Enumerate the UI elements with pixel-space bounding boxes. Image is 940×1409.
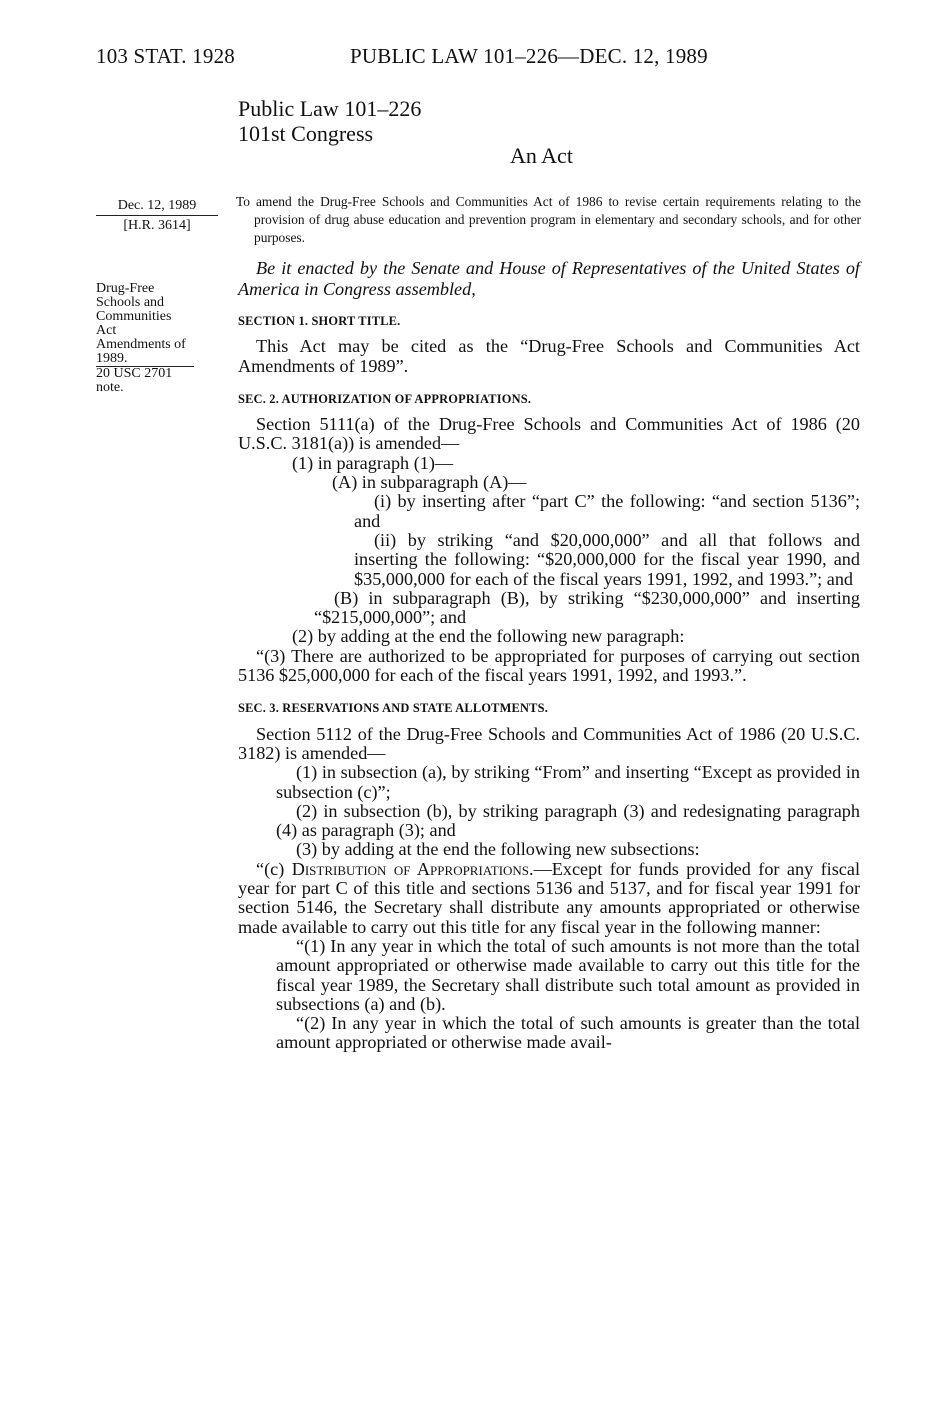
- section-3-para-2: (2) in subsection (b), by striking paragraph (3) and redesignating paragraph (4) as paragraph (3); and: [276, 800, 860, 841]
- margin-note-line: Schools and: [96, 295, 165, 310]
- section-2-subpara-B: (B) in subparagraph (B), by striking “$230,000,000” and inserting “$215,000,000”; and: [314, 587, 860, 628]
- law-number: Public Law 101–226: [238, 96, 422, 121]
- congress-number: 101st Congress: [238, 121, 374, 146]
- section-2-clause-i: (i) by inserting after “part C” the following: “and section 5136”; and: [354, 491, 860, 531]
- enacting-clause: Be it enacted by the Senate and House of Representatives of the United States of America in Congress assembled,: [238, 258, 860, 299]
- subsection-c-para-2: “(2) In any year in which the total of such amounts is greater than the total amount appropriated or otherwise made avail-: [276, 1013, 860, 1053]
- section-2-clause-ii: (ii) by striking “and $20,000,000” and all that follows and inserting the following: “$20,000,000 for the fiscal year 1990, and $35,000,000 for each of the fiscal years 1991, 1992, and 1993.”; and: [354, 529, 860, 589]
- purpose-text: To amend the Drug-Free Schools and Communities Act of 1986 to revise certain requirements relating to the provision of drug abuse education and prevention program in elementary and secondary schools, and for other purposes.: [236, 194, 861, 245]
- section-2-quoted-para-3: “(3) There are authorized to be appropriated for purposes of carrying out section 5136 $25,000,000 for each of the fiscal years 1991, 1992, and 1993.”.: [238, 645, 860, 686]
- section-1-heading: SECTION 1. SHORT TITLE.: [238, 314, 401, 328]
- section-3-para-1: (1) in subsection (a), by striking “From” and inserting “Except as provided in subsection (c)”;: [276, 762, 860, 802]
- margin-note-line: 1989.: [96, 352, 194, 367]
- subsection-c-para-1: “(1) In any year in which the total of such amounts is not more than the total amount appropriated or otherwise made available to carry out this title for the fiscal year 1989, the Secretary shall distribute such total amount as provided in subsections (a) and (b).: [276, 935, 860, 1014]
- margin-short-title-note: [96, 282, 220, 395]
- subsection-c-open: “(c): [256, 858, 292, 879]
- act-body: [238, 258, 860, 1053]
- section-2-subpara-A: (A) in subparagraph (A)—: [332, 472, 527, 493]
- margin-divider: [96, 215, 218, 216]
- act-heading: An Act: [510, 143, 573, 168]
- section-3-subsection-c: [238, 860, 860, 937]
- margin-note-line: Drug-Free: [96, 281, 155, 296]
- margin-usc-note: note.: [96, 380, 124, 395]
- page-stat-number: 103 STAT. 1928: [96, 44, 235, 68]
- section-3-para-3: (3) by adding at the end the following new subsections:: [296, 839, 700, 860]
- section-2-heading: SEC. 2. AUTHORIZATION OF APPROPRIATIONS.: [238, 391, 532, 406]
- margin-note-line: Communities: [96, 309, 172, 324]
- section-2-para-1: (1) in paragraph (1)—: [292, 452, 454, 473]
- margin-note-line: Amendments of: [96, 337, 186, 352]
- margin-usc-citation: 20 USC 2701: [96, 366, 173, 381]
- running-title: PUBLIC LAW 101–226—DEC. 12, 1989: [350, 44, 708, 68]
- subsection-c-text: .—Except for funds provided for any fiscal year for part C of this title and sections 5136 and 5137, and for fiscal year 1991 for section 5146, the Secretary shall distribute any amounts appropriated or otherwise made available to carry out this title for any fiscal year in the following manner:: [238, 858, 861, 937]
- margin-note-line: Act: [96, 323, 117, 338]
- section-3-heading: SEC. 3. RESERVATIONS AND STATE ALLOTMENTS.: [238, 701, 549, 716]
- margin-date: Dec. 12, 1989: [117, 198, 197, 213]
- section-1-text: This Act may be cited as the “Drug-Free Schools and Communities Act Amendments of 1989”.: [238, 336, 860, 376]
- purpose-block: [236, 193, 861, 247]
- margin-bill-number: [H.R. 3614]: [123, 218, 191, 233]
- section-2-para-2: (2) by adding at the end the following new paragraph:: [292, 626, 685, 647]
- section-3-intro: Section 5112 of the Drug-Free Schools and Communities Act of 1986 (20 U.S.C. 3182) is amended—: [238, 723, 860, 763]
- subsection-c-heading: Distribution of Appropriations: [291, 858, 530, 879]
- section-2-intro: Section 5111(a) of the Drug-Free Schools and Communities Act of 1986 (20 U.S.C. 3181(a)) is amended—: [238, 414, 860, 454]
